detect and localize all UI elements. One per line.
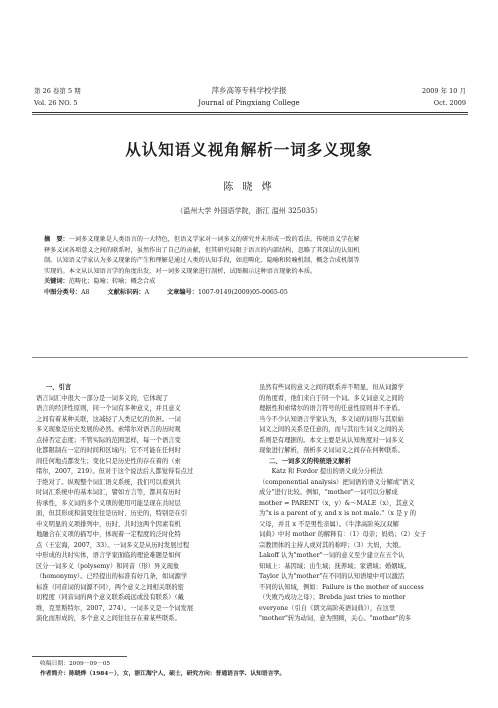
body-text-line: 系则是有理据的。本文主要是从认知角度对一词多义	[259, 436, 404, 444]
body-text-line: 之间有着某种关联，这减轻了人类记忆的负担。一词	[36, 415, 181, 423]
body-text-line: Lakoff 认为"mother"一词的意义至少建立在五个认	[259, 552, 405, 559]
body-text-line: 为"x is a parent of y, and x is not male."（x 是 y 的	[259, 510, 417, 517]
header-rule	[32, 112, 468, 113]
body-text-line: 宗教团体的主持人或对其的称呼；（3）大妈，大娘。	[259, 541, 405, 549]
received-date: 收稿日期：2009－09－05	[40, 661, 111, 667]
doc-code-label: 文献标识码：	[107, 288, 145, 296]
abstract-line: 一词多义现象是人类语言的一大特色，但语义学家对一词多义的研究并未形成一致的看法。传统语义学在解	[68, 236, 360, 243]
journal-name-cn: 萍乡高等专科学校学报	[211, 86, 287, 95]
body-text-line: "mother"转为动词，意为照顾，关心。"mother"的多	[259, 615, 412, 622]
body-text-line: 的角度看，他们来自于同一个词。多义词意义之间的	[259, 394, 404, 402]
body-text-line: 词义之间的关系是任意的，而与其衍生词义之间的关	[259, 426, 404, 433]
author-bio: 作者简介：陈晓烨（1984－），女，浙江海宁人，硕士，研究方向：普通语言学、认知语言学。	[40, 671, 286, 677]
body-text-line: 多义现象是历史发展的必然。索绪尔对语言的历时观	[36, 426, 181, 433]
body-text-line: （失败乃成功之母）；Brebda just tries to mother	[259, 594, 406, 601]
body-text-line: 词典》中对 mother 的解释有：（1）母亲；妈妈；（2）女子	[259, 531, 427, 538]
abstract-separator	[32, 357, 468, 358]
body-text-line: 间任何地点都发生；变化只是历史性的存在着的（索	[36, 457, 181, 465]
body-text-line: 虽然有些词的意义之间的联系并不明显，但从词源学	[259, 384, 404, 391]
issue-date-en: Oct. 2009	[433, 99, 466, 107]
body-text-line: Katz 和 Fordor 提出的语义成分分析法	[259, 468, 383, 475]
body-text-line: （homonymy）。已经提出的标准有好几条，如词源学	[36, 573, 188, 580]
footnote-rule	[32, 656, 127, 657]
body-text-line: 切程度（同音词的两个意义联系疏远或没有联系）（戴	[36, 594, 184, 601]
article-id-value: 1007-9149(2009)05-0065-05	[197, 288, 288, 296]
body-text-line: 现象进行解析，剖析多义词词义之间存在何种联系。	[259, 447, 404, 454]
body-text-line: Taylor 认为"mother"在不同的认知语境中可以激活	[259, 573, 405, 580]
journal-name-en: Journal of Pingxiang College	[198, 99, 300, 107]
abstract-block	[44, 235, 460, 299]
body-text-line: 理据性和索绪尔的语言符号的任意性原则并不矛盾。	[259, 405, 404, 412]
body-text-line: 标准（同音词的词源不同），两个意义之间相关联的密	[36, 583, 184, 591]
author-affiliation: （温州大学 外国语学院，浙江 温州 325035）	[176, 207, 322, 215]
abstract-line: 释多义词各项意义之间的联系时，虽然作出了自己的贡献，但其研究局限于语言的内部结构，忽略了其深层的认知机	[44, 246, 360, 254]
body-text-line: 面，但其形成和演变往往是历时、历史的，特别是在引	[36, 510, 188, 517]
abstract-label: 摘 要：	[44, 236, 69, 243]
body-text-line: everyone（引自《朗文高阶英语词典》），在这里	[259, 604, 396, 612]
body-text-line: 点（王宏海，2007，33）。一词多义是从历时发展过程	[36, 541, 190, 549]
issue-number-en: Vol. 26 NO. 5	[34, 99, 78, 107]
abstract-line: 实现的。本文从认知语言学的角度出发，对一词多义现象进行剖析，试图揭示这种语言现象的本质。	[44, 267, 317, 275]
body-text-line: 演化而形成的，多个意义之间往往存在着某些联系。	[36, 615, 181, 622]
abstract-line: 制。认知语义学家认为多义现象的产生和理解是通过人类的认知手段，如范畴化、隐喻和转喻机制、概念合成机制等	[44, 257, 360, 265]
doc-code-value: A	[144, 288, 150, 296]
body-text-line: 地融合在义项的描写中，体现着一定程度的泛时化特	[36, 531, 181, 538]
body-text-line: 语言的经济性原则，同一个词有多种意义，并且意义	[36, 405, 181, 412]
keywords: 范畴化；隐喻；转喻；概念合成	[68, 278, 156, 286]
body-text-line: 不同的认知域，例如：Failure is the mother of success	[259, 583, 424, 591]
body-text-line: 当今不少认知语言学家认为，多义词的词形与其原始	[259, 415, 404, 423]
header-rule-thin	[32, 114, 468, 115]
body-text-line: 点持否定态度；不管实际的范围怎样，每一个语言变	[36, 436, 181, 444]
body-left-column	[36, 383, 236, 625]
body-text-line: 维，克里斯特尔，2007，274）。一词多义是一个词发展	[36, 604, 194, 612]
body-text-line: 于绝对了。纵观整个词汇语义系统，我们可以看到共	[36, 478, 181, 486]
article-title: 从认知语义视角解析一词多义现象	[125, 141, 373, 159]
body-text-line: 中形成的共时实体，语言学家面临的理论难题是如何	[36, 552, 181, 559]
issue-number-cn: 第 26 卷第 5 期	[34, 87, 81, 95]
body-text-line: （componential analysis）把词语的语义分解成"语义	[259, 478, 415, 486]
body-right-column	[259, 383, 459, 625]
keywords-label: 关键词：	[44, 278, 69, 286]
body-text-line: 绪尔，2007，219）。但对于这个说法后人都觉得有点过	[36, 468, 194, 475]
body-text-line: 知域上：基因域；出生域；抚养域；家谱域；婚姻域。	[259, 562, 411, 570]
issue-date-cn: 2009 年 10 月	[421, 87, 466, 95]
body-text-line: 区分一词多义（polysemy）和同音（形）异义现象	[36, 562, 180, 570]
body-text-line: 语言词汇中很大一部分是一词多义的，它体现了	[36, 394, 169, 402]
body-text-line: 传承性，多义词的多个义项的使用可能呈现在共时层	[36, 499, 181, 507]
clc-value: A8	[81, 288, 90, 296]
body-text-line: 成分"进行比较。例如，"mother"一词可以分解成	[259, 489, 398, 496]
article-id-label: 文章编号：	[167, 288, 198, 296]
body-text-line: 申义明显的义项排列中，历时、共时这两个因素有机	[36, 520, 181, 528]
author-name: 陈 晓 烨	[223, 182, 275, 193]
clc-label: 中图分类号：	[44, 288, 82, 296]
section-heading: 二、一词多义的传统语义解析	[269, 457, 351, 465]
body-text-line: 父母，并且 x 不是男性亲属）。《牛津高阶英汉双解	[259, 520, 399, 528]
body-text-line: 化都限制在一定的时间和区域内；它不可能在任何时	[36, 447, 181, 454]
section-heading: 一、引言	[46, 384, 72, 391]
classification-line	[44, 288, 460, 299]
body-text-line: mother = PARENT（x，y）&～MALE（x），其意义	[259, 499, 415, 507]
keywords-line	[44, 277, 460, 288]
body-text-line: 时词汇系统中的基本词汇，譬如方言等，都具有历时	[36, 489, 181, 496]
